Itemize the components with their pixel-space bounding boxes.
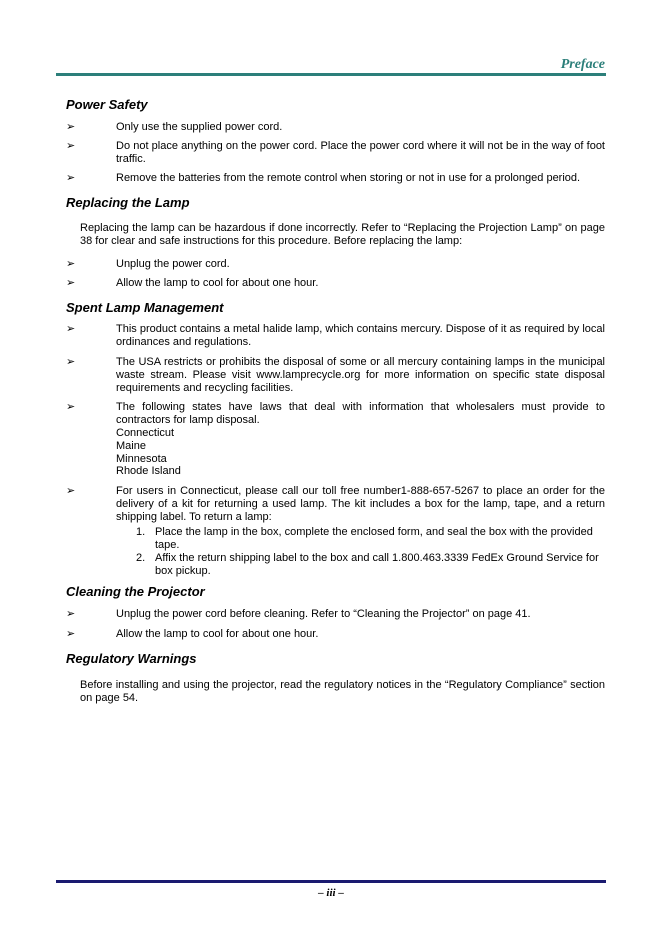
bullet-arrow-icon: ➢ [66,277,76,289]
bullet-arrow-icon: ➢ [66,401,76,413]
bullet-arrow-icon: ➢ [66,121,76,133]
bullet-arrow-icon: ➢ [66,258,76,270]
header-rule [56,73,606,76]
page-number: – iii – [318,887,344,899]
list-item: ➢ Only use the supplied power cord. [66,121,283,133]
list-item: ➢ The USA restricts or prohibits the disposal of some or all mercury containing lamps in the municipal waste stream. Please visit www.lamprecycle.org for more information on specific state disposal requirements and recycling facilities. [66,356,605,394]
bullet-arrow-icon: ➢ [66,608,76,620]
list-item: ➢ The following states have laws that deal with information that wholesalers must provide to contractors for lamp disposal. [66,401,605,426]
state-name: Minnesota [116,453,167,465]
numbered-step: 2. Affix the return shipping label to the box and call 1.800.463.3339 FedEx Ground Service for box pickup. [136,552,599,577]
page-header-title: Preface [560,57,605,72]
list-item: ➢ Allow the lamp to cool for about one hour. [66,628,319,640]
paragraph: Before installing and using the projector, read the regulatory notices in the “Regulatory Compliance” section on page 54. [80,679,605,704]
bullet-arrow-icon: ➢ [66,356,76,368]
bullet-arrow-icon: ➢ [66,172,76,184]
section-title-power-safety: Power Safety [66,97,148,112]
paragraph: Replacing the lamp can be hazardous if done incorrectly. Refer to “Replacing the Projection Lamp” on page 38 for clear and safe instructions for this procedure. Before replacing the lamp: [80,222,605,247]
bullet-arrow-icon: ➢ [66,485,76,497]
state-name: Connecticut [116,427,175,439]
list-item: ➢ Allow the lamp to cool for about one hour. [66,277,319,289]
list-item: ➢ For users in Connecticut, please call our toll free number1-888-657-5267 to place an order for the delivery of a kit for returning a used lamp. The kit includes a box for the lamp, tape, and a return shipping label. To return a lamp: [66,485,605,523]
section-title-cleaning: Cleaning the Projector [66,584,205,599]
list-item: ➢ This product contains a metal halide lamp, which contains mercury. Dispose of it as required by local ordinances and regulations. [66,323,605,348]
section-title-spent-lamp: Spent Lamp Management [66,300,224,315]
section-title-replacing-lamp: Replacing the Lamp [66,195,190,210]
bullet-arrow-icon: ➢ [66,628,76,640]
list-item: ➢ Do not place anything on the power cord. Place the power cord where it will not be in the way of foot traffic. [66,140,605,165]
list-item: ➢ Unplug the power cord before cleaning. Refer to “Cleaning the Projector” on page 41. [66,608,531,620]
list-item: ➢ Unplug the power cord. [66,258,230,270]
bullet-arrow-icon: ➢ [66,323,76,335]
state-name: Rhode Island [116,465,181,477]
state-name: Maine [116,440,146,452]
bullet-arrow-icon: ➢ [66,140,76,152]
footer-rule [56,880,606,883]
list-item: ➢ Remove the batteries from the remote control when storing or not in use for a prolonged period. [66,172,581,184]
section-title-regulatory: Regulatory Warnings [66,651,197,666]
numbered-step: 1. Place the lamp in the box, complete the enclosed form, and seal the box with the provided tape. [136,526,593,551]
